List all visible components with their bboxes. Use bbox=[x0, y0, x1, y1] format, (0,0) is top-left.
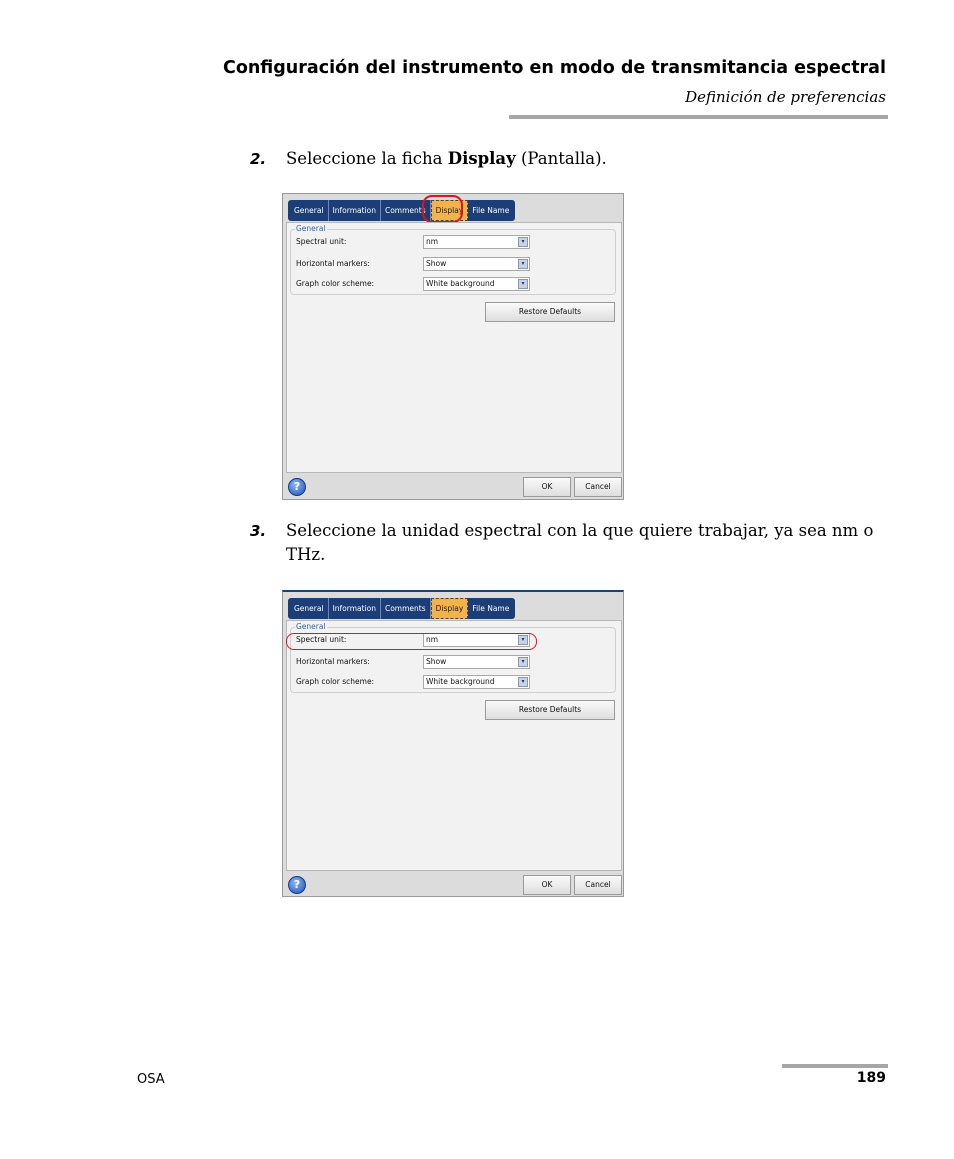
general-group bbox=[290, 224, 616, 295]
restore-defaults-button[interactable]: Restore Defaults bbox=[485, 302, 615, 322]
horizontal-markers-select[interactable]: Show ▾ bbox=[423, 257, 530, 271]
chevron-down-icon[interactable]: ▾ bbox=[518, 237, 528, 247]
help-icon[interactable]: ? bbox=[288, 478, 306, 496]
step-number: 2. bbox=[250, 150, 267, 168]
spectral-unit-select[interactable]: nm ▾ bbox=[423, 235, 530, 249]
display-panel bbox=[286, 620, 622, 871]
tab-information[interactable]: Information bbox=[329, 598, 381, 619]
display-panel bbox=[286, 222, 622, 473]
step-number: 3. bbox=[250, 522, 267, 540]
horizontal-markers-label: Horizontal markers: bbox=[296, 657, 370, 666]
graph-color-scheme-select[interactable]: White background ▾ bbox=[423, 675, 530, 689]
tab-display[interactable]: Display bbox=[431, 200, 469, 221]
step-text: Seleccione la unidad espectral con la que quiere trabajar, ya sea nm o THz. bbox=[286, 521, 874, 564]
group-title: General bbox=[296, 224, 326, 233]
ok-button[interactable]: OK bbox=[523, 477, 571, 497]
graph-color-scheme-label: Graph color scheme: bbox=[296, 677, 375, 686]
footer-divider bbox=[782, 1064, 888, 1068]
step-2 bbox=[250, 147, 890, 171]
help-icon[interactable]: ? bbox=[288, 876, 306, 894]
graph-color-scheme-label: Graph color scheme: bbox=[296, 279, 375, 288]
ok-button[interactable]: OK bbox=[523, 875, 571, 895]
dialog-screenshot-spectral-unit bbox=[282, 590, 624, 897]
tab-bar bbox=[288, 598, 515, 619]
horizontal-markers-label: Horizontal markers: bbox=[296, 259, 370, 268]
chevron-down-icon[interactable]: ▾ bbox=[518, 259, 528, 269]
tab-general[interactable]: General bbox=[290, 200, 329, 221]
tab-file-name[interactable]: File Name bbox=[472, 206, 510, 215]
chevron-down-icon[interactable]: ▾ bbox=[518, 677, 528, 687]
tab-information[interactable]: Information bbox=[329, 200, 381, 221]
chevron-down-icon[interactable]: ▾ bbox=[518, 657, 528, 667]
spectral-unit-label: Spectral unit: bbox=[296, 635, 347, 644]
restore-defaults-button[interactable]: Restore Defaults bbox=[485, 700, 615, 720]
page-header-title: Configuración del instrumento en modo de transmitancia espectral bbox=[222, 58, 886, 78]
chevron-down-icon[interactable]: ▾ bbox=[518, 279, 528, 289]
group-title: General bbox=[296, 622, 326, 631]
tab-general[interactable]: General bbox=[290, 598, 329, 619]
tab-bar bbox=[288, 200, 515, 221]
spectral-unit-select[interactable]: nm ▾ bbox=[423, 633, 530, 647]
step-3 bbox=[250, 519, 890, 567]
cancel-button[interactable]: Cancel bbox=[574, 875, 622, 895]
tab-comments[interactable]: Comments bbox=[381, 598, 431, 619]
footer-product: OSA bbox=[137, 1072, 165, 1087]
header-divider bbox=[509, 115, 888, 119]
chevron-down-icon[interactable]: ▾ bbox=[518, 635, 528, 645]
step-text: Seleccione la ficha Display (Pantalla). bbox=[286, 149, 607, 168]
page-header-subtitle: Definición de preferencias bbox=[685, 88, 886, 106]
horizontal-markers-select[interactable]: Show ▾ bbox=[423, 655, 530, 669]
display-tab-name: Display bbox=[447, 149, 516, 168]
tab-display[interactable]: Display bbox=[431, 598, 469, 619]
graph-color-scheme-select[interactable]: White background ▾ bbox=[423, 277, 530, 291]
tab-comments[interactable]: Comments bbox=[381, 200, 431, 221]
spectral-unit-label: Spectral unit: bbox=[296, 237, 347, 246]
page-number: 189 bbox=[856, 1070, 886, 1086]
dialog-screenshot-display-tab bbox=[282, 193, 624, 500]
spectral-unit-highlight bbox=[286, 633, 537, 650]
cancel-button[interactable]: Cancel bbox=[574, 477, 622, 497]
display-tab-highlight bbox=[422, 195, 463, 223]
tab-file-name[interactable]: File Name bbox=[472, 604, 510, 613]
